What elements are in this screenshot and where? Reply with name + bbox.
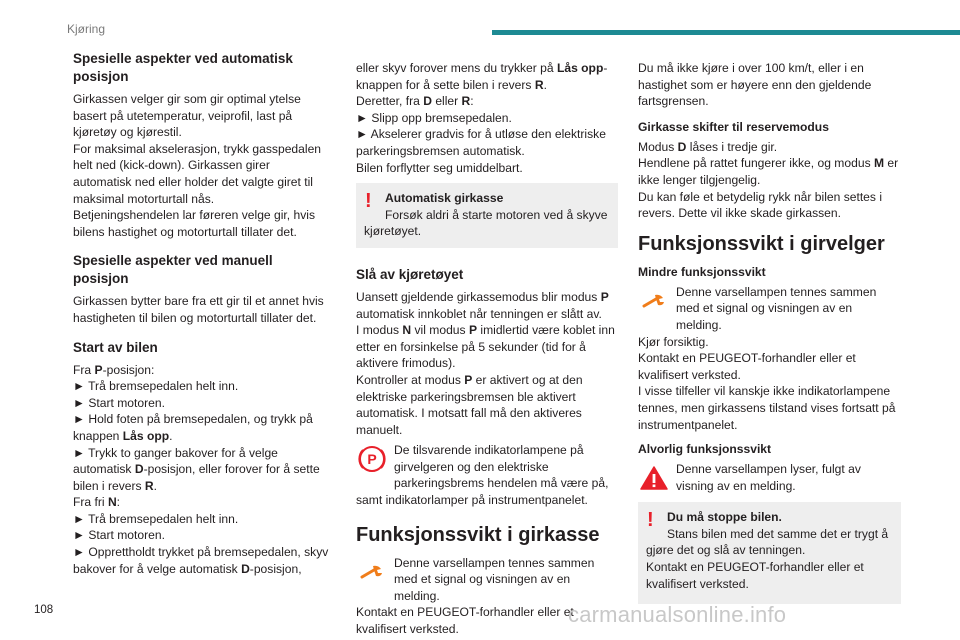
icon-paragraph	[356, 555, 618, 605]
section-title-switch-off: Slå av kjøretøyet	[356, 266, 464, 282]
paragraph: For maksimal akselerasjon, trykk gasspedalen helt ned (kick-down). Girkassen girer automatisk ned eller holder det valgte giret til maksimal motorturtall nås.	[73, 141, 322, 206]
icon-paragraph	[638, 284, 901, 334]
list-item: ► Trå bremsepedalen helt inn.	[73, 511, 239, 526]
list-item: ► Opprettholdt trykket på bremsepedalen, skyv bakover for å velge automatisk D-posisjon,	[73, 545, 329, 576]
alert-triangle-icon	[638, 463, 670, 493]
paragraph: Kontakt en PEUGEOT-forhandler eller et kvalifisert verksted.	[356, 605, 574, 637]
column-1	[73, 50, 331, 577]
warning-title: Automatisk girkasse	[385, 191, 504, 206]
paragraph: I visse tilfeller vil kanskje ikke indikatorlampene tennes, men girkassens tilstand vises fortsatt på instrumentpanelet.	[638, 384, 896, 432]
header-accent-bar	[492, 30, 960, 35]
column-2	[356, 50, 618, 638]
list-item: ► Start motoren.	[73, 395, 165, 410]
page-number: 108	[34, 604, 54, 616]
paragraph: Girkassen bytter bare fra ett gir til et annet hvis hastigheten til bilen og motorturtall tillater det.	[73, 294, 324, 325]
subheading-minor-fault: Mindre funksjonssvikt	[638, 264, 766, 279]
running-header: Kjøring	[67, 22, 106, 36]
paragraph: Fra fri N:	[73, 495, 121, 510]
wrench-warning-icon	[638, 286, 670, 316]
icon-paragraph	[356, 442, 618, 508]
list-item: ► Akselerer gradvis for å utløse den elektriske parkeringsbremsen automatisk.	[356, 127, 606, 158]
column-3	[638, 50, 901, 614]
paragraph: Girkassen velger gir som gir optimal ytelse basert på utetemperatur, veiprofil, last på kjøretøy og kjørestil.	[73, 92, 301, 140]
exclamation-icon: !	[647, 509, 654, 532]
paragraph: Kontroller at modus P er aktivert og at den elektriske parkeringsbremsen ble aktivert automatisk. I motsatt fall må den aktiveres manuelt.	[356, 372, 583, 437]
icon-paragraph-text: Denne varsellampen tennes sammen med et signal og visningen av en melding.	[394, 555, 595, 603]
paragraph: Kjør forsiktig.	[638, 334, 709, 349]
paragraph: Deretter, fra D eller R:	[356, 94, 474, 109]
watermark: carmanualsonline.info	[568, 602, 787, 627]
section-title-start: Start av bilen	[73, 339, 158, 355]
section-title-gearbox-fault: Funksjonssvikt i girkasse	[356, 523, 600, 546]
paragraph: Du kan føle et betydelig rykk når bilen settes i revers. Dette vil ikke skade girkassen.	[638, 189, 883, 221]
icon-paragraph-text: Denne varsellampen lyser, fulgt av visning av en melding.	[676, 462, 861, 493]
section-title-manual: Spesielle aspekter ved manuell posisjon	[73, 253, 273, 287]
warning-box-stop	[638, 502, 901, 604]
subheading-backup-mode: Girkasse skifter til reservemodus	[638, 119, 829, 134]
subheading-serious-fault: Alvorlig funksjonssvikt	[638, 442, 772, 457]
paragraph: Fra P-posisjon:	[73, 362, 155, 377]
paragraph: I modus N vil modus P imidlertid være koblet inn etter en forsinkelse på 5 sekunder (tid for å aktivere frimodus).	[356, 323, 615, 371]
warning-body: Forsøk aldri å starte motoren ved å skyve kjøretøyet.	[364, 207, 608, 239]
icon-paragraph-text: De tilsvarende indikatorlampene på girvelgeren og den elektriske parkeringsbrems hendelen må være på, samt indikatorlamper på instrumentpanelet.	[356, 443, 609, 508]
paragraph: Hendlene på rattet fungerer ikke, og modus M er ikke lenger tilgjengelig.	[638, 156, 899, 187]
paragraph: Betjeningshendelen lar føreren velge gir, hvis bilens hastighet og motorturtall tillater det.	[73, 208, 316, 239]
list-item: ► Hold foten på bremsepedalen, og trykk på knappen Lås opp.	[73, 412, 313, 443]
list-item: ► Trå bremsepedalen helt inn.	[73, 379, 239, 394]
exclamation-icon: !	[365, 190, 372, 213]
warning-body: Stans bilen med det samme det er trygt å gjøre det og slå av tenningen.	[646, 526, 889, 558]
warning-body: Kontakt en PEUGEOT-forhandler eller et kvalifisert verksted.	[646, 560, 864, 591]
section-title-automatic: Spesielle aspekter ved automatisk posisjon	[73, 51, 293, 84]
list-item: ► Start motoren.	[73, 528, 165, 543]
paragraph: eller skyv forover mens du trykker på Lås opp-knappen for å sette bilen i revers R.	[356, 61, 608, 92]
paragraph: Kontakt en PEUGEOT-forhandler eller et kvalifisert verksted.	[638, 351, 856, 382]
paragraph: Uansett gjeldende girkassemodus blir modus P automatisk innkoblet når tenningen er slått av.	[356, 289, 609, 321]
warning-title: Du må stoppe bilen.	[667, 510, 782, 525]
warning-box-automatic	[356, 183, 618, 248]
list-item: ► Trykk to ganger bakover for å velge automatisk D-posisjon, eller forover for å sette bilen i revers R.	[73, 445, 320, 493]
wrench-warning-icon	[356, 557, 388, 587]
section-title-selector-fault: Funksjonssvikt i girvelger	[638, 232, 885, 255]
svg-text:P: P	[367, 451, 377, 468]
paragraph: Du må ikke kjøre i over 100 km/t, eller i en hastighet som er høyere enn den gjeldende fartsgrensen.	[638, 61, 872, 109]
paragraph: Modus D låses i tredje gir.	[638, 139, 778, 154]
paragraph: Bilen forflytter seg umiddelbart.	[356, 160, 523, 175]
park-brake-icon	[356, 444, 388, 474]
list-item: ► Slipp opp bremsepedalen.	[356, 110, 512, 125]
icon-paragraph	[638, 461, 901, 494]
icon-paragraph-text: Denne varsellampen tennes sammen med et signal og visningen av en melding.	[676, 284, 877, 332]
